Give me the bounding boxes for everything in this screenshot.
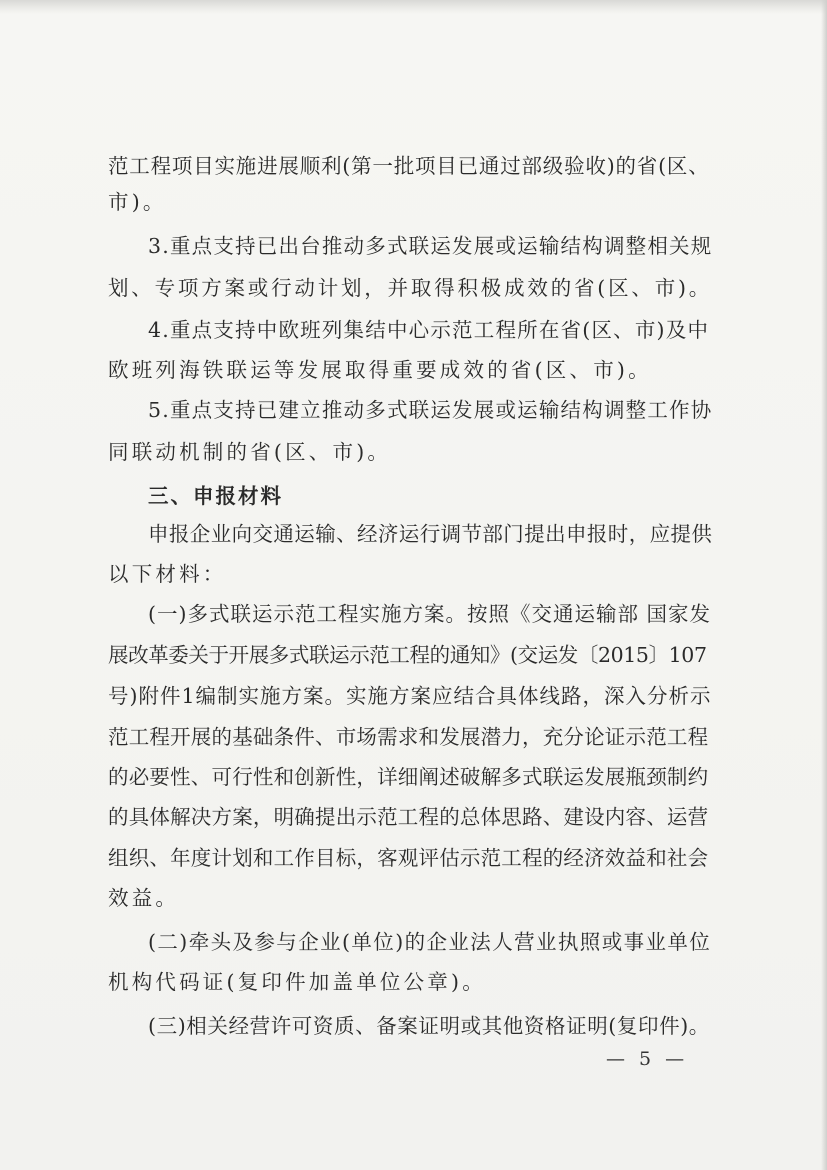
body-line: 以下材料： <box>108 562 227 586</box>
body-line: 的必要性、可行性和创新性，详细阐述破解多式联运发展瓶颈制约 <box>108 765 709 789</box>
body-line: 的具体解决方案，明确提出示范工程的总体思路、建设内容、运营 <box>108 805 709 829</box>
body-line: 范工程开展的基础条件、市场需求和发展潜力，充分论证示范工程 <box>108 725 709 749</box>
body-line: 申报企业向交通运输、经济运行调节部门提出申报时，应提供 <box>148 522 713 546</box>
body-line: 号)附件1编制实施方案。实施方案应结合具体线路，深入分析示 <box>108 684 712 708</box>
body-line: 展改革委关于开展多式联运示范工程的通知》(交运发〔2015〕107 <box>108 643 707 667</box>
scan-top-edge <box>0 0 827 14</box>
item-2-line: (二)牵头及参与企业(单位)的企业法人营业执照或事业单位 <box>148 930 712 954</box>
body-line: 范工程项目实施进展顺利(第一批项目已通过部级验收)的省(区、 <box>108 154 710 178</box>
item-3-line: 3.重点支持已出台推动多式联运发展或运输结构调整相关规 <box>148 234 713 258</box>
item-4-line: 4.重点支持中欧班列集结中心示范工程所在省(区、市)及中 <box>148 318 710 342</box>
section-heading: 三、申报材料 <box>148 484 283 508</box>
item-1-line: (一)多式联运示范工程实施方案。按照《交通运输部 国家发 <box>148 602 712 626</box>
body-line: 机构代码证(复印件加盖单位公章)。 <box>108 970 486 994</box>
body-line: 组织、年度计划和工作目标，客观评估示范工程的经济效益和社会 <box>108 846 709 870</box>
body-line: 效益。 <box>108 886 180 910</box>
scan-right-edge <box>821 0 827 1170</box>
item-3b-line: (三)相关经营许可资质、备案证明或其他资格证明(复印件)。 <box>148 1014 710 1038</box>
body-line: 同联动机制的省(区、市)。 <box>108 440 392 464</box>
item-5-line: 5.重点支持已建立推动多式联运发展或运输结构调整工作协 <box>148 398 713 422</box>
body-line: 市)。 <box>108 190 167 214</box>
page-number: — 5 — <box>606 1048 689 1070</box>
body-line: 划、专项方案或行动计划，并取得积极成效的省(区、市)。 <box>108 276 713 300</box>
body-line: 欧班列海铁联运等发展取得重要成效的省(区、市)。 <box>108 358 652 382</box>
